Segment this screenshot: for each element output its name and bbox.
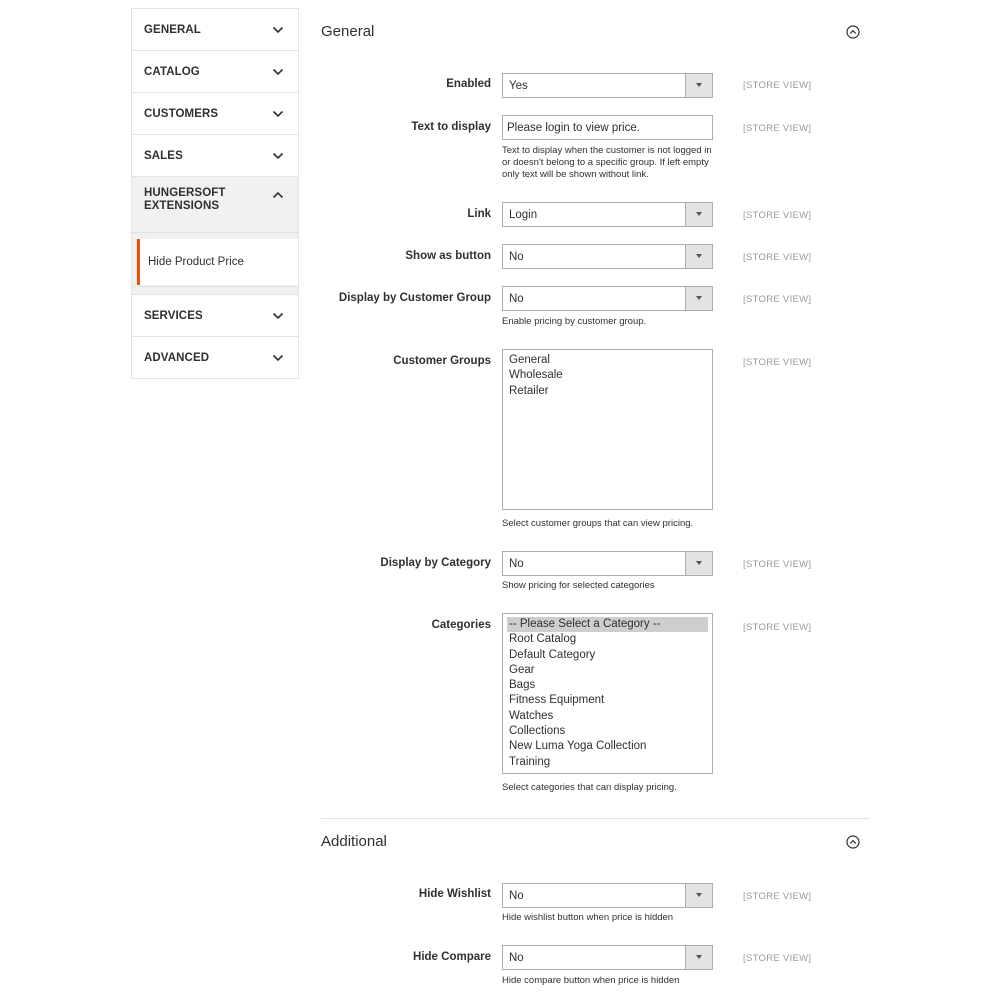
list-item[interactable]: Fitness Equipment: [509, 694, 605, 707]
chevron-down-icon: [272, 354, 284, 362]
scope-label: [STORE VIEW]: [743, 891, 812, 902]
sidebar-item-sales[interactable]: [132, 135, 298, 177]
caret-down-icon: [696, 893, 702, 897]
show-as-button-value: No: [509, 250, 524, 263]
config-sidebar: [131, 8, 299, 379]
sidebar-item-label: GENERAL: [144, 23, 201, 36]
text-to-display-input[interactable]: [503, 116, 712, 139]
sidebar-item-label: HUNGERSOFT EXTENSIONS: [144, 187, 226, 212]
show-as-button-label: Show as button: [405, 250, 491, 262]
sidebar-item-label: SERVICES: [144, 309, 203, 322]
scope-label: [STORE VIEW]: [743, 252, 812, 263]
scope-label: [STORE VIEW]: [743, 559, 812, 570]
section-title-additional[interactable]: Additional: [321, 833, 387, 850]
hide-wishlist-label: Hide Wishlist: [418, 888, 491, 900]
sidebar-spacer: [132, 287, 298, 295]
dropdown-button[interactable]: [685, 946, 712, 969]
list-item[interactable]: Retailer: [509, 384, 549, 397]
hide-compare-select[interactable]: [502, 945, 713, 970]
dropdown-button[interactable]: [685, 552, 712, 575]
scope-label: [STORE VIEW]: [743, 953, 812, 964]
text-to-display-note: Text to display when the customer is not logged in or doesn't belong to a specific group. If left empty only text will be shown without link.: [502, 145, 712, 180]
sidebar-item-customers[interactable]: [132, 93, 298, 135]
sidebar-item-services[interactable]: [132, 295, 298, 337]
text-to-display-field[interactable]: [502, 115, 713, 140]
display-by-category-value: No: [509, 557, 524, 570]
sidebar-item-hungersoft-extensions[interactable]: [132, 177, 298, 233]
chevron-down-icon: [272, 110, 284, 118]
list-item[interactable]: Gear: [509, 663, 535, 676]
enabled-select[interactable]: [502, 73, 713, 98]
hide-compare-note: Hide compare button when price is hidden: [502, 975, 680, 986]
sidebar-item-advanced[interactable]: [132, 337, 298, 379]
scope-label: [STORE VIEW]: [743, 123, 812, 134]
list-item[interactable]: Root Catalog: [509, 633, 577, 646]
text-to-display-label: Text to display: [411, 121, 491, 133]
list-item[interactable]: -- Please Select a Category --: [507, 617, 708, 632]
caret-down-icon: [696, 296, 702, 300]
dropdown-button[interactable]: [685, 203, 712, 226]
sidebar-item-label: SALES: [144, 149, 183, 162]
hide-wishlist-note: Hide wishlist button when price is hidden: [502, 912, 674, 923]
collapse-icon[interactable]: [846, 25, 860, 39]
list-item[interactable]: General: [509, 354, 550, 366]
categories-note: Select categories that can display pricing.: [502, 782, 677, 793]
scope-label: [STORE VIEW]: [743, 80, 812, 91]
customer-groups-multiselect[interactable]: [502, 349, 713, 510]
dropdown-button[interactable]: [685, 884, 712, 907]
collapse-icon[interactable]: [846, 835, 860, 849]
display-by-category-label: Display by Category: [380, 557, 491, 569]
list-item[interactable]: Default Category: [509, 648, 596, 661]
enabled-value: Yes: [509, 79, 528, 92]
list-item[interactable]: New Luma Yoga Collection: [509, 740, 647, 753]
customer-groups-note: Select customer groups that can view pricing.: [502, 518, 694, 529]
list-item[interactable]: Collections: [509, 725, 566, 738]
caret-down-icon: [696, 83, 702, 87]
dropdown-button[interactable]: [685, 287, 712, 310]
display-by-customer-group-label: Display by Customer Group: [338, 292, 491, 304]
chevron-down-icon: [272, 68, 284, 76]
display-by-customer-group-note: Enable pricing by customer group.: [502, 316, 647, 327]
categories-label: Categories: [431, 619, 491, 631]
sidebar-item-label: CUSTOMERS: [144, 107, 219, 120]
caret-down-icon: [696, 254, 702, 258]
list-item[interactable]: Watches: [509, 709, 554, 722]
chevron-up-icon: [272, 191, 284, 199]
categories-multiselect[interactable]: [502, 613, 713, 774]
display-by-customer-group-value: No: [509, 292, 524, 305]
display-by-category-note: Show pricing for selected categories: [502, 580, 655, 591]
sidebar-item-label: CATALOG: [144, 65, 200, 78]
list-item[interactable]: Wholesale: [509, 369, 563, 382]
list-item[interactable]: Bags: [509, 679, 536, 692]
caret-down-icon: [696, 561, 702, 565]
sidebar-subitem-label: Hide Product Price: [148, 256, 244, 268]
chevron-down-icon: [272, 26, 284, 34]
sidebar-item-catalog[interactable]: [132, 51, 298, 93]
show-as-button-select[interactable]: [502, 244, 713, 269]
section-title-general[interactable]: General: [321, 23, 375, 40]
list-item[interactable]: Training: [509, 755, 551, 768]
hide-compare-value: No: [509, 951, 524, 964]
customer-groups-label: Customer Groups: [393, 355, 491, 367]
enabled-label: Enabled: [446, 78, 491, 90]
dropdown-button[interactable]: [685, 245, 712, 268]
sidebar-item-general[interactable]: [132, 9, 298, 51]
hide-compare-label: Hide Compare: [413, 951, 491, 963]
display-by-category-select[interactable]: [502, 551, 713, 576]
scope-label: [STORE VIEW]: [743, 357, 812, 368]
caret-down-icon: [696, 955, 702, 959]
section-divider: [321, 818, 870, 819]
scope-label: [STORE VIEW]: [743, 294, 812, 305]
hide-wishlist-select[interactable]: [502, 883, 713, 908]
sidebar-subnav: [132, 233, 298, 287]
sidebar-subitem-hide-product-price[interactable]: [137, 239, 298, 285]
sidebar-item-label: ADVANCED: [144, 351, 210, 364]
chevron-down-icon: [272, 312, 284, 320]
link-select[interactable]: [502, 202, 713, 227]
dropdown-button[interactable]: [685, 74, 712, 97]
display-by-customer-group-select[interactable]: [502, 286, 713, 311]
scope-label: [STORE VIEW]: [743, 622, 812, 633]
chevron-down-icon: [272, 152, 284, 160]
link-value: Login: [509, 208, 538, 221]
link-label: Link: [467, 208, 491, 220]
caret-down-icon: [696, 212, 702, 216]
hide-wishlist-value: No: [509, 889, 524, 902]
scope-label: [STORE VIEW]: [743, 210, 812, 221]
